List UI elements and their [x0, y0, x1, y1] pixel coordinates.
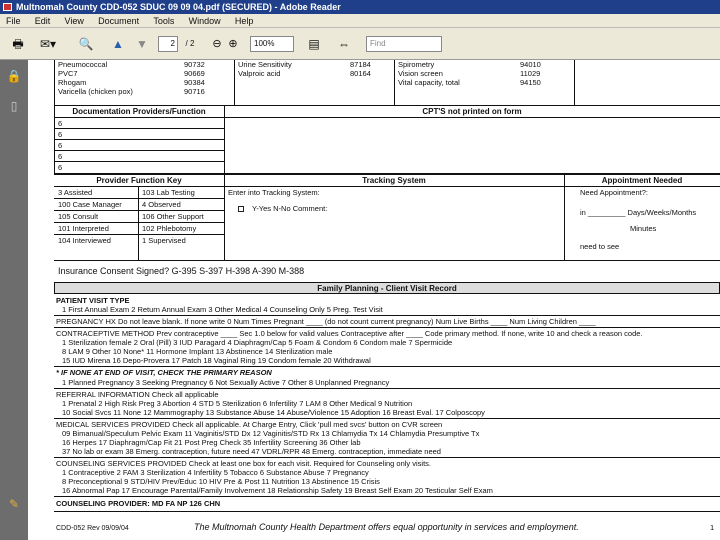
rule [54, 128, 224, 129]
code-label: Pneumococcal [58, 60, 108, 69]
form-footer-code: CDD-052 Rev 09/09/04 [56, 525, 129, 532]
code-value: 94150 [520, 78, 541, 87]
page-number-input[interactable]: 2 [158, 36, 178, 52]
form-page [54, 60, 720, 540]
code-value: 11029 [520, 69, 541, 78]
key-item: 4 Observed [142, 200, 181, 209]
rule [54, 139, 224, 140]
appointment-need: need to see [580, 242, 620, 251]
counseling-options[interactable]: 8 Preconceptional 9 STD/HIV Prev/Educ 10 HIV Pre & Post 11 Nutrition 13 Abstinence 15 Crisis [62, 477, 380, 486]
key-item: 103 Lab Testing [142, 188, 195, 197]
contraceptive-options: 15 IUD Mirena 16 Depo-Provera 17 Patch 18 Vaginal Ring 19 Condom female 20 Withdrawal [62, 356, 371, 365]
family-planning-header: Family Planning - Client Visit Record [54, 282, 720, 294]
referral-label: REFERRAL INFORMATION Check all applicable [56, 390, 219, 399]
zoom-select[interactable]: 100% [250, 36, 294, 52]
counseling-options[interactable]: 1 Contraceptive 2 FAM 3 Sterilization 4 Infertility 5 Tobacco 6 Substance Abuse 7 Pregnancy [62, 468, 369, 477]
comments-icon[interactable]: ✎ [8, 497, 20, 511]
window-title: Multnomah County CDD-052 SDUC 09 09 04.pdf (SECURED) - Adobe Reader [16, 2, 341, 12]
rule [54, 366, 720, 367]
menu-bar [0, 14, 720, 28]
medical-services-options[interactable]: 37 No lab or exam 38 Emerg. contraception, future need 47 VDRL/RPR 48 Emerg. contraception, immediate need [62, 447, 441, 456]
rule [54, 105, 55, 175]
code-value: 80164 [350, 69, 371, 78]
appointment-interval: in _________ Days/Weeks/Months [580, 208, 697, 217]
menu-tools[interactable]: Tools [153, 16, 175, 26]
rule [54, 117, 720, 118]
menu-document[interactable]: Document [98, 16, 140, 26]
provider-key-header: Provider Function Key [96, 176, 182, 185]
navigation-pane [0, 60, 28, 540]
rule [54, 222, 224, 223]
code-value: 90716 [184, 87, 205, 96]
menu-window[interactable]: Window [188, 16, 221, 26]
tracking-options: Y-Yes N-No Comment: [238, 204, 335, 213]
rule [54, 161, 224, 162]
code-label: Vital capacity, total [398, 78, 460, 87]
rule [54, 315, 720, 316]
rule [54, 511, 720, 512]
medical-services-label: MEDICAL SERVICES PROVIDED Check all applicable. At Charge Entry, Click 'pull med svcs' button on CVR screen [56, 420, 443, 429]
key-item: 105 Consult [58, 212, 99, 221]
menu-view[interactable]: View [64, 16, 84, 26]
referral-options[interactable]: 1 Prenatal 2 High Risk Preg 3 Abortion 4 STD 5 Sterilization 6 Infertility 7 LAM 8 Other Medical 9 Nutrition [62, 399, 413, 408]
next-page-icon[interactable]: ▼ [136, 37, 148, 51]
menu-file[interactable]: File [6, 16, 21, 26]
rule [54, 234, 224, 235]
insurance-consent: Insurance Consent Signed? G-395 S-397 H-398 A-390 M-388 [58, 266, 305, 276]
doc-number: 6 [58, 141, 63, 150]
rule [54, 388, 720, 389]
key-item: 104 Interviewed [58, 236, 111, 245]
window-titlebar [0, 0, 720, 14]
medical-services-options[interactable]: 09 Bimanual/Speculum Pelvic Exam 11 Vaginitis/STD Dx 12 Vaginitis/STD Rx 13 Chlamydia Tx 14 Chlamydia Presumptive Tx [62, 429, 480, 438]
contraceptive-options: 8 LAM 9 Other 10 None* 11 Hormone Implant 13 Abstinence 14 Sterilization male [62, 347, 333, 356]
rule [394, 60, 395, 105]
patient-visit-type-label: PATIENT VISIT TYPE [56, 296, 130, 305]
referral-options[interactable]: 10 Social Svcs 11 None 12 Mammography 13 Substance Abuse 14 Abuse/Violence 15 Adoption 16 Breast Eval. 17 Colposcopy [62, 408, 485, 417]
zoom-in-icon[interactable]: ⊕ [228, 38, 238, 50]
doc-number: 6 [58, 152, 63, 161]
search-icon[interactable]: 🔍 [78, 37, 94, 51]
code-row [58, 69, 86, 78]
code-label: Vision screen [398, 69, 443, 78]
appointment-minutes: Minutes [630, 224, 657, 233]
menu-help[interactable]: Help [234, 16, 254, 26]
rule [54, 173, 720, 175]
code-label: Spirometry [398, 60, 435, 69]
rule [564, 173, 565, 260]
rule [224, 105, 225, 175]
rule [54, 60, 55, 105]
key-item: 3 Assisted [58, 188, 93, 197]
rule [224, 173, 225, 260]
key-item: 101 Interpreted [58, 224, 109, 233]
page-number: 1 [710, 523, 715, 532]
appointment-header: Appointment Needed [601, 176, 683, 185]
key-item: 106 Other Support [142, 212, 204, 221]
tracking-header: Tracking System [362, 176, 426, 185]
code-label: Rhogam [58, 78, 87, 87]
code-value: 94010 [520, 60, 541, 69]
doc-number: 6 [58, 119, 63, 128]
rule [54, 105, 720, 106]
fit-page-icon[interactable]: ▤ [308, 37, 320, 51]
if-none-options[interactable]: 1 Planned Pregnancy 3 Seeking Pregnancy 6 Not Sexually Active 7 Other 8 Unplanned Pregnancy [62, 378, 390, 387]
code-label: Varicella (chicken pox) [58, 87, 133, 96]
print-icon[interactable]: 🖶 [12, 37, 24, 51]
doc-providers-header: Documentation Providers/Function [72, 107, 206, 116]
rule [54, 186, 720, 187]
adobe-reader-icon [3, 3, 12, 11]
counseling-services-label: COUNSELING SERVICES PROVIDED Check at least one box for each visit. Required for Counseling only visits. [56, 459, 432, 468]
code-row [58, 60, 115, 69]
rule [54, 198, 224, 199]
form-footer-statement: The Multnomah County Health Department offers equal opportunity in services and employment. [194, 522, 579, 532]
rule [574, 60, 575, 105]
rule [54, 327, 720, 328]
lock-icon[interactable]: 🔒 [6, 69, 22, 83]
code-value: 87184 [350, 60, 371, 69]
fit-width-icon[interactable]: ⇔ [338, 37, 350, 51]
code-value: 90384 [184, 78, 205, 87]
previous-page-icon[interactable]: ▲ [112, 37, 124, 51]
contraceptive-method: CONTRACEPTIVE METHOD Prev contraceptive ____ Sec 1.0 below for valid values Contraceptive after ____ Code primary method. If none, write 10 and check a reason code. [56, 329, 643, 338]
menu-edit[interactable]: Edit [34, 16, 51, 26]
medical-services-options[interactable]: 16 Herpes 17 Diaphragm/Cap Fit 21 Post Preg Check 35 Infertility Screening 36 Other lab [62, 438, 361, 447]
counseling-provider[interactable]: COUNSELING PROVIDER: MD FA NP 126 CHN [56, 499, 221, 508]
rule [54, 260, 720, 261]
code-row [58, 78, 94, 87]
code-label: PVC7 [58, 69, 78, 78]
if-none-label: * IF NONE AT END OF VISIT, CHECK THE PRIMARY REASON [56, 368, 272, 377]
email-icon[interactable]: ✉▾ [39, 37, 57, 51]
appointment-question: Need Appointment?: [580, 188, 648, 197]
key-item: 1 Supervised [142, 236, 186, 245]
rule [54, 457, 720, 458]
doc-number: 6 [58, 130, 63, 139]
key-item: 100 Case Manager [58, 200, 122, 209]
pages-icon[interactable]: ▯ [10, 99, 18, 113]
rule [234, 60, 235, 105]
rule [54, 496, 720, 497]
rule [54, 418, 720, 419]
code-row [58, 87, 141, 96]
code-label: Urine Sensitivity [238, 60, 292, 69]
pregnancy-history: PREGNANCY HX Do not leave blank. If none write 0 Num Times Pregnant ____ (do not count current pregnancy) Num Live Births ____ Num Living Children ____ [56, 317, 596, 326]
counseling-options[interactable]: 16 Abnormal Pap 17 Encourage Parental/Family Involvement 18 Relationship Safety 19 Breast Self Exam 20 Testicular Self Exam [62, 486, 493, 495]
find-input[interactable]: Find [366, 36, 442, 52]
tracking-label: Enter into Tracking System: [228, 188, 320, 197]
rule [54, 150, 224, 151]
contraceptive-options: 1 Sterilization female 2 Oral (Pill) 3 IUD Paragard 4 Diaphragm/Cap 5 Foam & Condom 6 Condom male 7 Spermicide [62, 338, 453, 347]
checkbox[interactable] [238, 206, 244, 212]
toolbar [0, 28, 720, 60]
code-value: 90669 [184, 69, 205, 78]
cpt-header: CPT'S not printed on form [422, 107, 522, 116]
key-item: 102 Phlebotomy [142, 224, 197, 233]
document-view [28, 60, 720, 540]
code-value: 90732 [184, 60, 205, 69]
rule [54, 210, 224, 211]
code-label: Valproic acid [238, 69, 281, 78]
doc-number: 6 [58, 163, 63, 172]
visit-type-options[interactable]: 1 First Annual Exam 2 Return Annual Exam 3 Other Medical 4 Counseling Only 5 Preg. Test Visit [62, 305, 383, 314]
page-total: / 2 [185, 39, 195, 48]
zoom-out-icon[interactable]: ⊖ [212, 38, 222, 50]
